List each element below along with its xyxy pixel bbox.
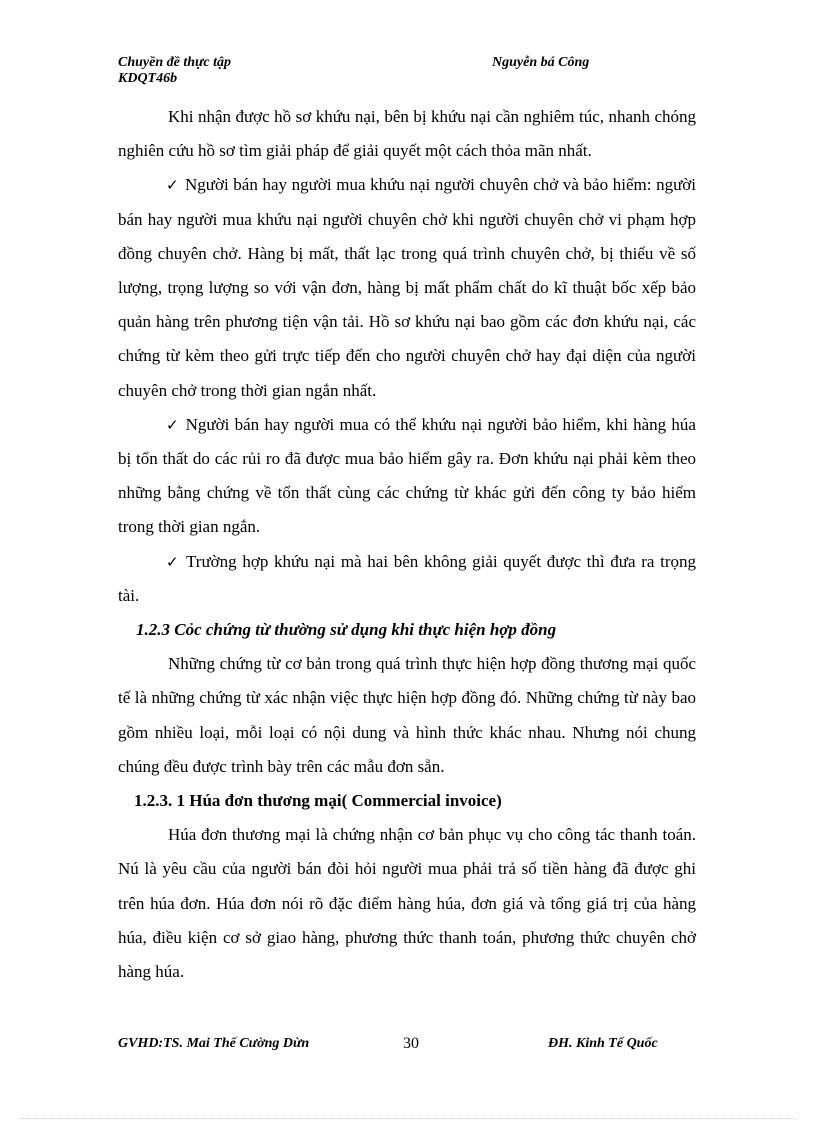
footer-university: ĐH. Kinh Tế Quốc	[548, 1036, 658, 1051]
bullet-item-1	[118, 168, 696, 407]
page-body	[118, 100, 696, 989]
header-author: Nguyễn bá Công	[492, 55, 590, 70]
header-class: KDQT46b	[118, 71, 178, 86]
subsection-heading: 1.2.3. 1 Húa đơn thương mại( Commercial invoice)	[134, 791, 502, 811]
bullet-item-3	[118, 545, 696, 613]
bullet-item-2	[118, 408, 696, 545]
header-left	[118, 55, 318, 87]
section-heading: 1.2.3 Cỏc chứng từ thường sử dụng khi thực hiện hợp đồng	[136, 620, 557, 640]
page-bottom-border	[20, 1118, 796, 1119]
page-number: 30	[403, 1035, 419, 1052]
bullet-text-1: Người bán hay người mua khứu nại người chuyên chở và bảo hiểm: người bán hay người mua khứu nại người chuyên chở khi người chuyên chở vi phạm hợp đồng chuyên chở. Hàng bị mất, thất lạc trong quá trình chuyên chở, bị thiếu về số lượng, trọng lượng so với vận đơn, hàng bị mất phẩm chất do kĩ thuật bốc xếp bảo quản hàng trên phương tiện vận tải. Hồ sơ khứu nại bao gồm các đơn khứu nại, các chứng từ kèm theo gửi trực tiếp đến cho người chuyên chở hay đại diện của người chuyên chở trong thời gian ngắn nhất.	[118, 175, 696, 400]
paragraph-3: Húa đơn thương mại là chứng nhận cơ bản phục vụ cho công tác thanh toán. Nú là yêu cầu của người bán đòi hỏi người mua phải trả số tiền hàng đã được ghi trên húa đơn. Húa đơn nói rõ đặc điểm hàng húa, đơn giá và tổng giá trị của hàng húa, điều kiện cơ sở giao hàng, phương thức thanh toán, phương thức chuyên chở hàng húa.	[118, 825, 696, 982]
footer-advisor: GVHD:TS. Mai Thế Cường Dừn	[118, 1036, 310, 1051]
checkmark-icon: ✓	[166, 176, 179, 195]
bullet-text-2: Người bán hay người mua có thể khứu nại người bảo hiểm, khi hàng húa bị tổn thất do các rủi ro đã được mua bảo hiểm gây ra. Đơn khứu nại phải kèm theo những bằng chứng về tổn thất cùng các chứng từ khác gửi đến công ty bảo hiểm trong thời gian ngắn.	[118, 414, 696, 537]
bullet-text-3: Trường hợp khứu nại mà hai bên không giải quyết được thì đưa ra trọng tài.	[118, 551, 696, 605]
paragraph-1: Khi nhận được hồ sơ khứu nại, bên bị khứu nại cần nghiêm túc, nhanh chóng nghiên cứu hồ sơ tìm giải pháp để giải quyết một cách thỏa mãn nhất.	[118, 107, 696, 161]
checkmark-icon: ✓	[166, 552, 180, 571]
paragraph-2: Những chứng từ cơ bản trong quá trình thực hiện hợp đồng thương mại quốc tế là những chứng từ xác nhận việc thực hiện hợp đồng đó. Những chứng từ này bao gồm nhiều loại, mỗi loại có nội dung và hình thức khác nhau. Nhưng nói chung chúng đều được trình bày trên các mẫu đơn sẵn.	[118, 654, 696, 776]
checkmark-icon: ✓	[166, 415, 180, 434]
header-course: Chuyền đề thực tập	[118, 55, 232, 70]
